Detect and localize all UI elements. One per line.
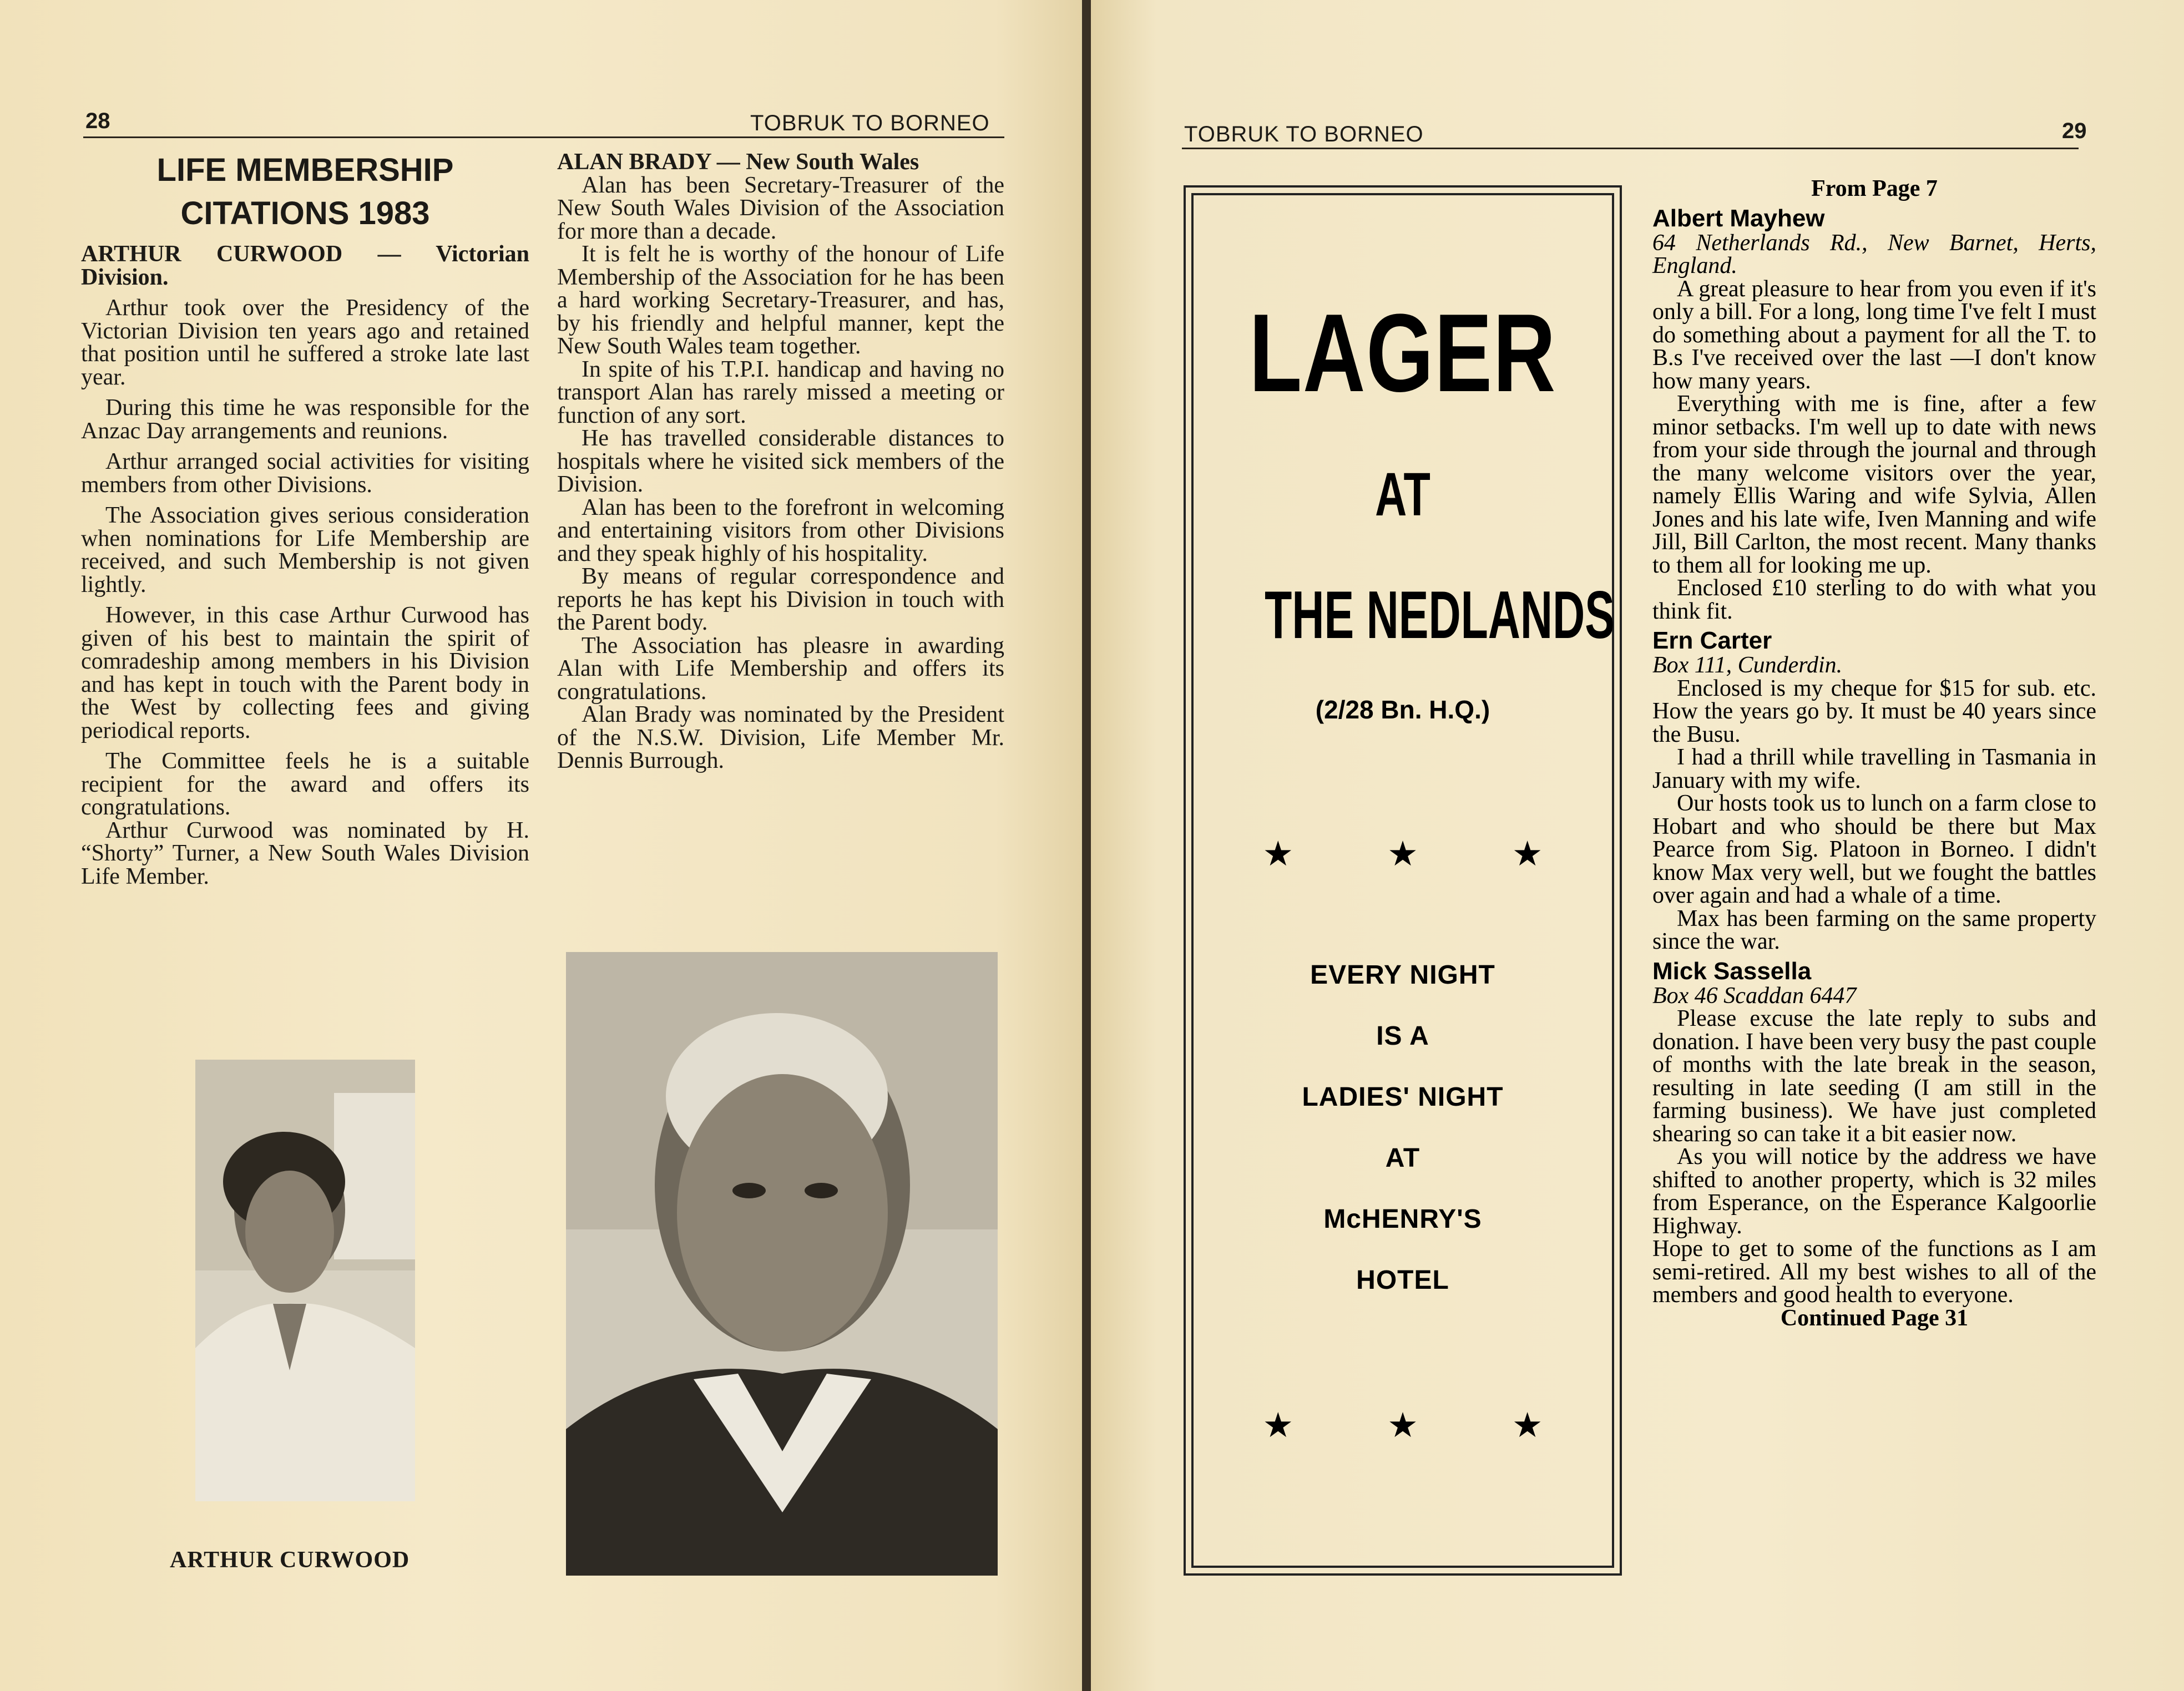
headline-line-2: CITATIONS 1983 [180,195,430,231]
running-head: TOBRUK TO BORNEO [1184,122,1424,146]
paragraph: Everything with me is fine, after a few minor setbacks. I'm well up to date with news from your side through the journal and through the many welcome visitors over the year, namely Ellis Waring and wife Sylvia, Allen Jones and his late wife, Iven Manning and wife Jill, Bill Carlton, the most recent. Many thanks to them all for looking me up. [1652,391,2096,578]
paragraph: I had a thrill while travelling in Tasmania in January with my wife. [1652,745,2096,793]
star-row-bottom [1194,1405,1612,1446]
paragraph: As you will notice by the address we have shifted to another property, which is 32 miles from Esperance, on the Esperance Kalgoorlie Highway. [1652,1144,2096,1239]
paragraph: The Association has pleasre in awarding Alan with Life Membership and offers its congratulations. [557,632,1004,705]
header-rule [83,136,1004,138]
running-head: TOBRUK TO BORNEO [750,111,990,135]
star-icon: ★ [1262,836,1294,873]
from-page-note: From Page 7 [1811,176,1938,201]
paragraph: Alan has been to the forefront in welcoming and entertaining visitors from other Divisions and they speak highly of his hospitality. [557,494,1004,566]
ad-at: AT [1375,460,1430,529]
paragraph: Arthur Curwood was nominated by H. “Shorty” Turner, a New South Wales Division Life Member. [81,817,529,889]
star-row-top [1194,833,1612,874]
paragraph: A great pleasure to hear from you even if it's only a bill. For a long, long time I've felt I must do something about a payment for all the T. to B.s I've received over the last —I don't know how many years. [1652,276,2096,394]
ad-unit: (2/28 Bn. H.Q.) [1315,695,1490,724]
headline-line-1: LIFE MEMBERSHIP [156,152,454,188]
paragraph: By means of regular correspondence and reports he has kept his Division in touch with the Parent body. [557,564,1004,635]
paragraph: Max has been farming on the same property since the war. [1652,905,2096,954]
header-rule [1182,148,2079,149]
ad-inner-border [1191,193,1614,1568]
book-gutter [1082,0,1091,1691]
paragraph: It is felt he is worthy of the honour of Life Membership of the Association for he has been a hard working Secretary-Treasurer, and has, by his friendly and helpful manner, kept the New South Wales team together. [557,241,1004,359]
star-icon: ★ [1511,1407,1543,1445]
letter-address: Box 46 Scaddan 6447 [1652,983,1857,1009]
paragraph: During this time he was responsible for the Anzac Day arrangements and reunions. [81,395,529,444]
paragraph: The Committee feels he is a suitable recipient for the award and offers its congratulations. [81,748,529,820]
arthur-curwood-photo [195,1060,415,1501]
letter-address: 64 Netherlands Rd., New Barnet, Herts, England. [1652,230,2096,279]
page-number: 29 [2062,119,2087,143]
paragraph: However, in this case Arthur Curwood has given of his best to maintain the spirit of comradeship among members in his Division and has kept in touch with the Parent body in the West by collecting fees and giving periodical reports. [81,603,529,743]
arthur-byline: ARTHUR CURWOOD — Victorian Division. [81,241,529,290]
paragraph: Hope to get to some of the functions as I am semi-retired. All my best wishes to all of the members and good health to everyone. [1652,1236,2096,1308]
alan-byline: ALAN BRADY — New South Wales [557,149,919,175]
ad-line: HOTEL [1356,1265,1449,1295]
paragraph: The Association gives serious consideration when nominations for Life Membership are received, and such Membership is not given lightly. [81,503,529,598]
alan-column [557,151,1004,773]
star-icon: ★ [1387,1407,1418,1445]
letter-address: Box 111, Cunderdin. [1652,652,1843,678]
left-page [0,0,1082,1691]
letter-author: Ern Carter [1652,627,1772,654]
paragraph: Arthur took over the Presidency of the Victorian Division ten years ago and retained that position until he suffered a stroke late last year. [81,295,529,390]
paragraph: Our hosts took us to lunch on a farm close to Hobart and who should be there but Max Pearce from Sig. Platoon in Borneo. I didn't know Max very well, but we fought the battles over again and had a whale of a time. [1652,791,2096,908]
page-number: 28 [85,109,110,133]
ad-lager: LAGER [1249,291,1556,415]
paragraph: Arthur arranged social activities for visiting members from other Divisions. [81,449,529,498]
letter-author: Albert Mayhew [1652,204,1825,232]
letter-author: Mick Sassella [1652,957,1812,985]
alan-brady-photo [566,952,998,1576]
ad-line: AT [1385,1143,1420,1173]
ad-line: McHENRY'S [1323,1204,1482,1234]
ad-the-nedlands: THE NEDLANDS [1265,577,1615,652]
star-icon: ★ [1511,836,1543,873]
arthur-column [81,149,529,896]
nedlands-advertisement [1184,185,1622,1576]
paragraph: He has travelled considerable distances to hospitals where he visited sick members of the Division. [557,426,1004,497]
star-icon: ★ [1262,1407,1294,1445]
headline [81,149,529,235]
paragraph: Enclosed is my cheque for $15 for sub. etc. How the years go by. It must be 40 years since the Busu. [1652,675,2096,747]
paragraph: Alan Brady was nominated by the President of the N.S.W. Division, Life Member Mr. Dennis Burrough. [557,702,1004,773]
letters-column [1652,178,2096,1330]
ad-line: LADIES' NIGHT [1302,1082,1504,1112]
paragraph: In spite of his T.P.I. handicap and having no transport Alan has rarely missed a meeting or function of any sort. [557,356,1004,428]
star-icon: ★ [1387,836,1418,873]
ad-line: IS A [1376,1021,1429,1051]
ad-line: EVERY NIGHT [1310,960,1495,990]
paragraph: Alan has been Secretary-Treasurer of the New South Wales Division of the Association for more than a decade. [557,172,1004,244]
paragraph: Enclosed £10 sterling to do with what you think fit. [1652,575,2096,624]
continued-note: Continued Page 31 [1780,1305,1969,1331]
paragraph: Please excuse the late reply to subs and donation. I have been very busy the past couple of months with the late break in the season, resulting in late seeding (I am still in the farming business). We have just completed shearing so can take it a bit easier now. [1652,1006,2096,1147]
photo-caption: ARTHUR CURWOOD [170,1547,410,1573]
